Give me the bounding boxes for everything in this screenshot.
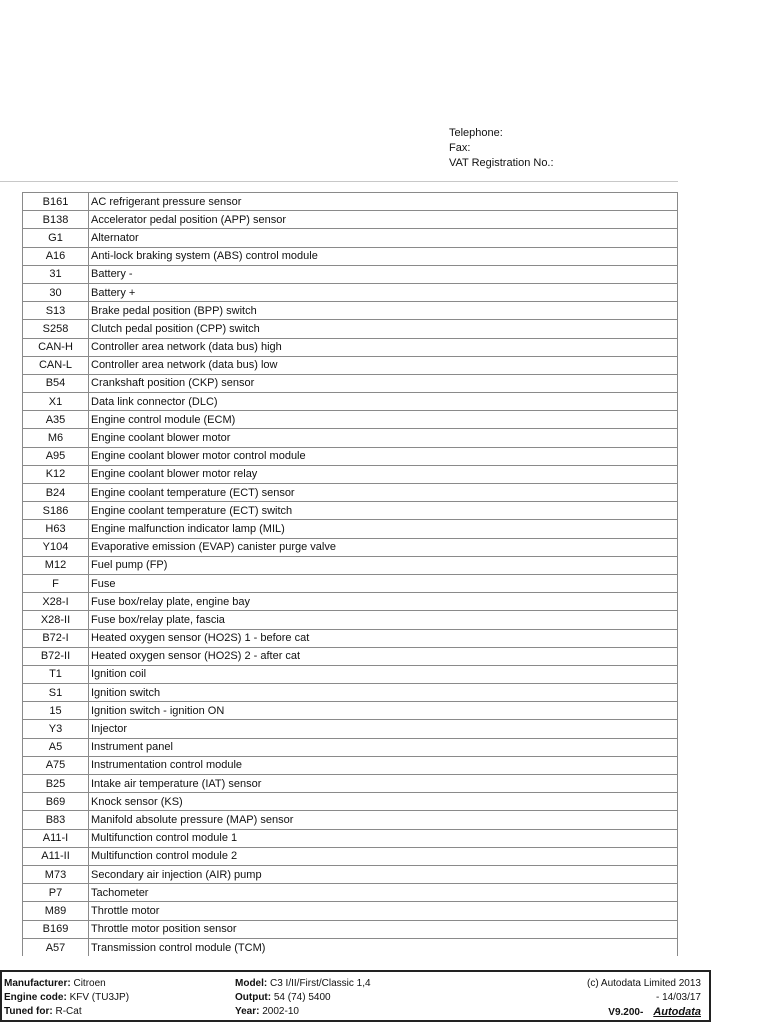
table-row [23, 465, 678, 483]
component-code: M12 [23, 556, 89, 574]
component-code: M89 [23, 902, 89, 920]
table-row [23, 283, 678, 301]
component-description: Transmission control module (TCM) [89, 938, 678, 956]
component-code: A16 [23, 247, 89, 265]
copyright-text: (c) Autodata Limited 2013 [587, 978, 701, 989]
component-code: A5 [23, 738, 89, 756]
table-row [23, 847, 678, 865]
fax-label: Fax: [449, 142, 471, 154]
table-row [23, 902, 678, 920]
table-row [23, 629, 678, 647]
component-code: B24 [23, 484, 89, 502]
table-row [23, 574, 678, 592]
table-row [23, 738, 678, 756]
component-code: X28-II [23, 611, 89, 629]
component-description: Ignition switch [89, 684, 678, 702]
component-code: 15 [23, 702, 89, 720]
footer [0, 970, 711, 1022]
table-row [23, 374, 678, 392]
component-code: A11-II [23, 847, 89, 865]
table-row [23, 884, 678, 902]
component-description: Engine coolant blower motor [89, 429, 678, 447]
table-row [23, 556, 678, 574]
component-description: Engine coolant blower motor relay [89, 465, 678, 483]
component-code: S1 [23, 684, 89, 702]
year-label: Year: [235, 1006, 260, 1017]
table-row [23, 302, 678, 320]
component-description: Fuse box/relay plate, fascia [89, 611, 678, 629]
component-code: B83 [23, 811, 89, 829]
component-code: T1 [23, 665, 89, 683]
component-code: X1 [23, 393, 89, 411]
component-description: Data link connector (DLC) [89, 393, 678, 411]
component-description: Secondary air injection (AIR) pump [89, 865, 678, 883]
table-row [23, 193, 678, 211]
component-description: Clutch pedal position (CPP) switch [89, 320, 678, 338]
print-date: 14/03/17 [662, 992, 701, 1003]
component-description: Manifold absolute pressure (MAP) sensor [89, 811, 678, 829]
table-row [23, 720, 678, 738]
component-description: Intake air temperature (IAT) sensor [89, 775, 678, 793]
table-row [23, 229, 678, 247]
component-code: 30 [23, 283, 89, 301]
table-row [23, 611, 678, 629]
table-row [23, 920, 678, 938]
component-description: Fuse [89, 574, 678, 592]
component-description: Battery - [89, 265, 678, 283]
engine-code-label: Engine code: [4, 992, 67, 1003]
output-label: Output: [235, 992, 272, 1003]
component-code: S186 [23, 502, 89, 520]
engine-code-value: KFV (TU3JP) [69, 992, 130, 1003]
table-row [23, 865, 678, 883]
table-row [23, 593, 678, 611]
table-row [23, 647, 678, 665]
component-description: Alternator [89, 229, 678, 247]
component-code: A75 [23, 756, 89, 774]
table-row [23, 702, 678, 720]
component-description: Fuel pump (FP) [89, 556, 678, 574]
table-row [23, 538, 678, 556]
component-code: CAN-L [23, 356, 89, 374]
component-code: 31 [23, 265, 89, 283]
component-description: Ignition coil [89, 665, 678, 683]
table-row [23, 447, 678, 465]
output-value: 54 (74) 5400 [273, 992, 331, 1003]
component-description: Knock sensor (KS) [89, 793, 678, 811]
component-description: Heated oxygen sensor (HO2S) 1 - before cat [89, 629, 678, 647]
table-row [23, 247, 678, 265]
manufacturer-value: Citroen [73, 978, 106, 989]
component-description: Anti-lock braking system (ABS) control module [89, 247, 678, 265]
table-row [23, 520, 678, 538]
component-description: Controller area network (data bus) low [89, 356, 678, 374]
table-row [23, 502, 678, 520]
component-code: H63 [23, 520, 89, 538]
component-description: Engine control module (ECM) [89, 411, 678, 429]
component-description: Multifunction control module 1 [89, 829, 678, 847]
component-description: Instrumentation control module [89, 756, 678, 774]
component-description: Engine coolant blower motor control module [89, 447, 678, 465]
tuned-for-label: Tuned for: [4, 1006, 53, 1017]
table-row [23, 665, 678, 683]
component-code-table [22, 192, 678, 956]
component-description: Brake pedal position (BPP) switch [89, 302, 678, 320]
component-description: Multifunction control module 2 [89, 847, 678, 865]
table-row [23, 265, 678, 283]
tuned-for-value: R-Cat [55, 1006, 82, 1017]
table-row [23, 756, 678, 774]
component-description: Evaporative emission (EVAP) canister purge valve [89, 538, 678, 556]
component-description: Tachometer [89, 884, 678, 902]
footer-publisher-info: (c) Autodata Limited 2013 - 14/03/17 V9.200- Autodata [587, 978, 701, 1018]
table-row [23, 775, 678, 793]
table-row [23, 320, 678, 338]
table-row [23, 411, 678, 429]
component-code: F [23, 574, 89, 592]
component-description: Engine malfunction indicator lamp (MIL) [89, 520, 678, 538]
component-code: X28-I [23, 593, 89, 611]
component-description: Instrument panel [89, 738, 678, 756]
table-row [23, 211, 678, 229]
model-label: Model: [235, 978, 268, 989]
table-row [23, 811, 678, 829]
component-code: B25 [23, 775, 89, 793]
component-description: Battery + [89, 283, 678, 301]
year-value: 2002-10 [262, 1006, 299, 1017]
manufacturer-label: Manufacturer: [4, 978, 71, 989]
component-description: Crankshaft position (CKP) sensor [89, 374, 678, 392]
component-code: A11-I [23, 829, 89, 847]
component-description: Ignition switch - ignition ON [89, 702, 678, 720]
component-description: Throttle motor position sensor [89, 920, 678, 938]
component-code: B69 [23, 793, 89, 811]
component-code: B54 [23, 374, 89, 392]
component-description: Fuse box/relay plate, engine bay [89, 593, 678, 611]
component-description: AC refrigerant pressure sensor [89, 193, 678, 211]
component-description: Engine coolant temperature (ECT) switch [89, 502, 678, 520]
component-code: Y104 [23, 538, 89, 556]
table-row [23, 829, 678, 847]
table-row [23, 429, 678, 447]
component-code: Y3 [23, 720, 89, 738]
component-description: Heated oxygen sensor (HO2S) 2 - after cat [89, 647, 678, 665]
component-code: S13 [23, 302, 89, 320]
component-code: B161 [23, 193, 89, 211]
component-description: Controller area network (data bus) high [89, 338, 678, 356]
component-code: M73 [23, 865, 89, 883]
vat-label: VAT Registration No.: [449, 157, 554, 169]
table-row [23, 393, 678, 411]
footer-model-info [235, 977, 371, 1019]
table-row [23, 684, 678, 702]
table-row [23, 356, 678, 374]
component-code: S258 [23, 320, 89, 338]
component-code: A35 [23, 411, 89, 429]
telephone-label: Telephone: [449, 127, 503, 139]
component-code: A95 [23, 447, 89, 465]
component-code: B138 [23, 211, 89, 229]
component-code: A57 [23, 938, 89, 956]
autodata-logo: Autodata [653, 1006, 701, 1018]
table-row [23, 938, 678, 956]
contact-block [449, 126, 554, 171]
component-code: B169 [23, 920, 89, 938]
model-value: C3 I/II/First/Classic 1,4 [270, 978, 371, 989]
component-code: P7 [23, 884, 89, 902]
component-description: Accelerator pedal position (APP) sensor [89, 211, 678, 229]
table-row [23, 484, 678, 502]
table-row [23, 338, 678, 356]
component-code: B72-II [23, 647, 89, 665]
table-row [23, 793, 678, 811]
component-code: K12 [23, 465, 89, 483]
component-code: B72-I [23, 629, 89, 647]
component-code-table-body [23, 193, 678, 957]
footer-vehicle-info [4, 977, 129, 1019]
header-divider [0, 181, 678, 182]
component-code: G1 [23, 229, 89, 247]
version-text: V9.200- [608, 1007, 644, 1018]
component-description: Injector [89, 720, 678, 738]
component-code: M6 [23, 429, 89, 447]
component-code: CAN-H [23, 338, 89, 356]
component-description: Throttle motor [89, 902, 678, 920]
component-description: Engine coolant temperature (ECT) sensor [89, 484, 678, 502]
